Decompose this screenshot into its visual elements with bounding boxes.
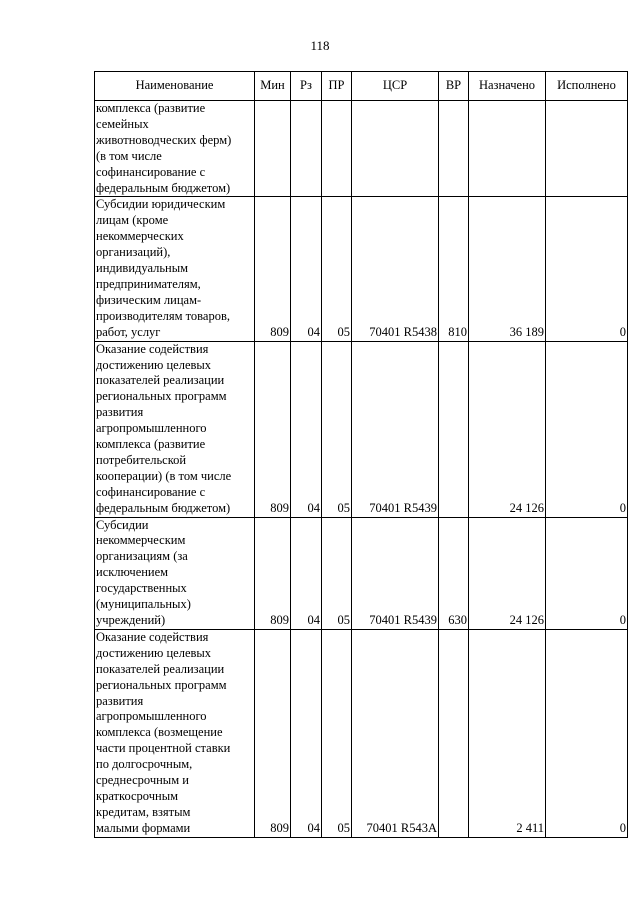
row-min: 809 [255,517,291,629]
row-pr: 05 [322,197,352,341]
header-rz: Рз [291,72,322,101]
row-vr [439,341,469,517]
table-row [95,629,628,837]
row-min: 809 [255,629,291,837]
row-executed [546,101,628,197]
header-assigned: Назначено [469,72,546,101]
row-pr: 05 [322,629,352,837]
row-pr [322,101,352,197]
row-vr [439,629,469,837]
row-rz: 04 [291,341,322,517]
row-csr: 70401 R543A [352,629,439,837]
row-min: 809 [255,197,291,341]
row-min: 809 [255,341,291,517]
row-name: Субсидии юридическим лицам (кроме некоммерческих организаций), индивидуальным предпринимателям, физическим лицам- производителям товаров, работ, услуг [95,197,255,341]
row-vr: 630 [439,517,469,629]
header-pr: ПР [322,72,352,101]
header-name: Наименование [95,72,255,101]
row-executed: 0 [546,517,628,629]
row-name: комплекса (развитие семейных животноводческих ферм) (в том числе софинансирование с федеральным бюджетом) [95,101,255,197]
table-header-row [95,72,628,101]
row-rz [291,101,322,197]
table-row [95,101,628,197]
row-executed: 0 [546,629,628,837]
table-row [95,341,628,517]
row-min [255,101,291,197]
row-vr: 810 [439,197,469,341]
row-rz: 04 [291,517,322,629]
row-name: Оказание содействия достижению целевых показателей реализации региональных программ развития агропромышленного комплекса (возмещение части процентной ставки по долгосрочным, среднесрочным и краткосрочным кредитам, взятым малыми формами [95,629,255,837]
row-assigned [469,101,546,197]
budget-table [94,71,628,838]
row-name: Субсидии некоммерческим организациям (за исключением государственных (муниципальных) учреждений) [95,517,255,629]
row-pr: 05 [322,517,352,629]
row-assigned: 24 126 [469,341,546,517]
header-csr: ЦСР [352,72,439,101]
row-csr: 70401 R5439 [352,517,439,629]
row-csr: 70401 R5438 [352,197,439,341]
row-executed: 0 [546,197,628,341]
row-vr [439,101,469,197]
header-executed: Исполнено [546,72,628,101]
row-name: Оказание содействия достижению целевых показателей реализации региональных программ развития агропромышленного комплекса (развитие потребительской кооперации) (в том числе софинансирование с федеральным бюджетом) [95,341,255,517]
row-rz: 04 [291,629,322,837]
table-row [95,517,628,629]
row-csr [352,101,439,197]
header-vr: ВР [439,72,469,101]
row-csr: 70401 R5439 [352,341,439,517]
row-assigned: 36 189 [469,197,546,341]
row-pr: 05 [322,341,352,517]
row-rz: 04 [291,197,322,341]
row-assigned: 2 411 [469,629,546,837]
row-assigned: 24 126 [469,517,546,629]
row-executed: 0 [546,341,628,517]
page-number: 118 [310,38,330,53]
table-row [95,197,628,341]
header-min: Мин [255,72,291,101]
